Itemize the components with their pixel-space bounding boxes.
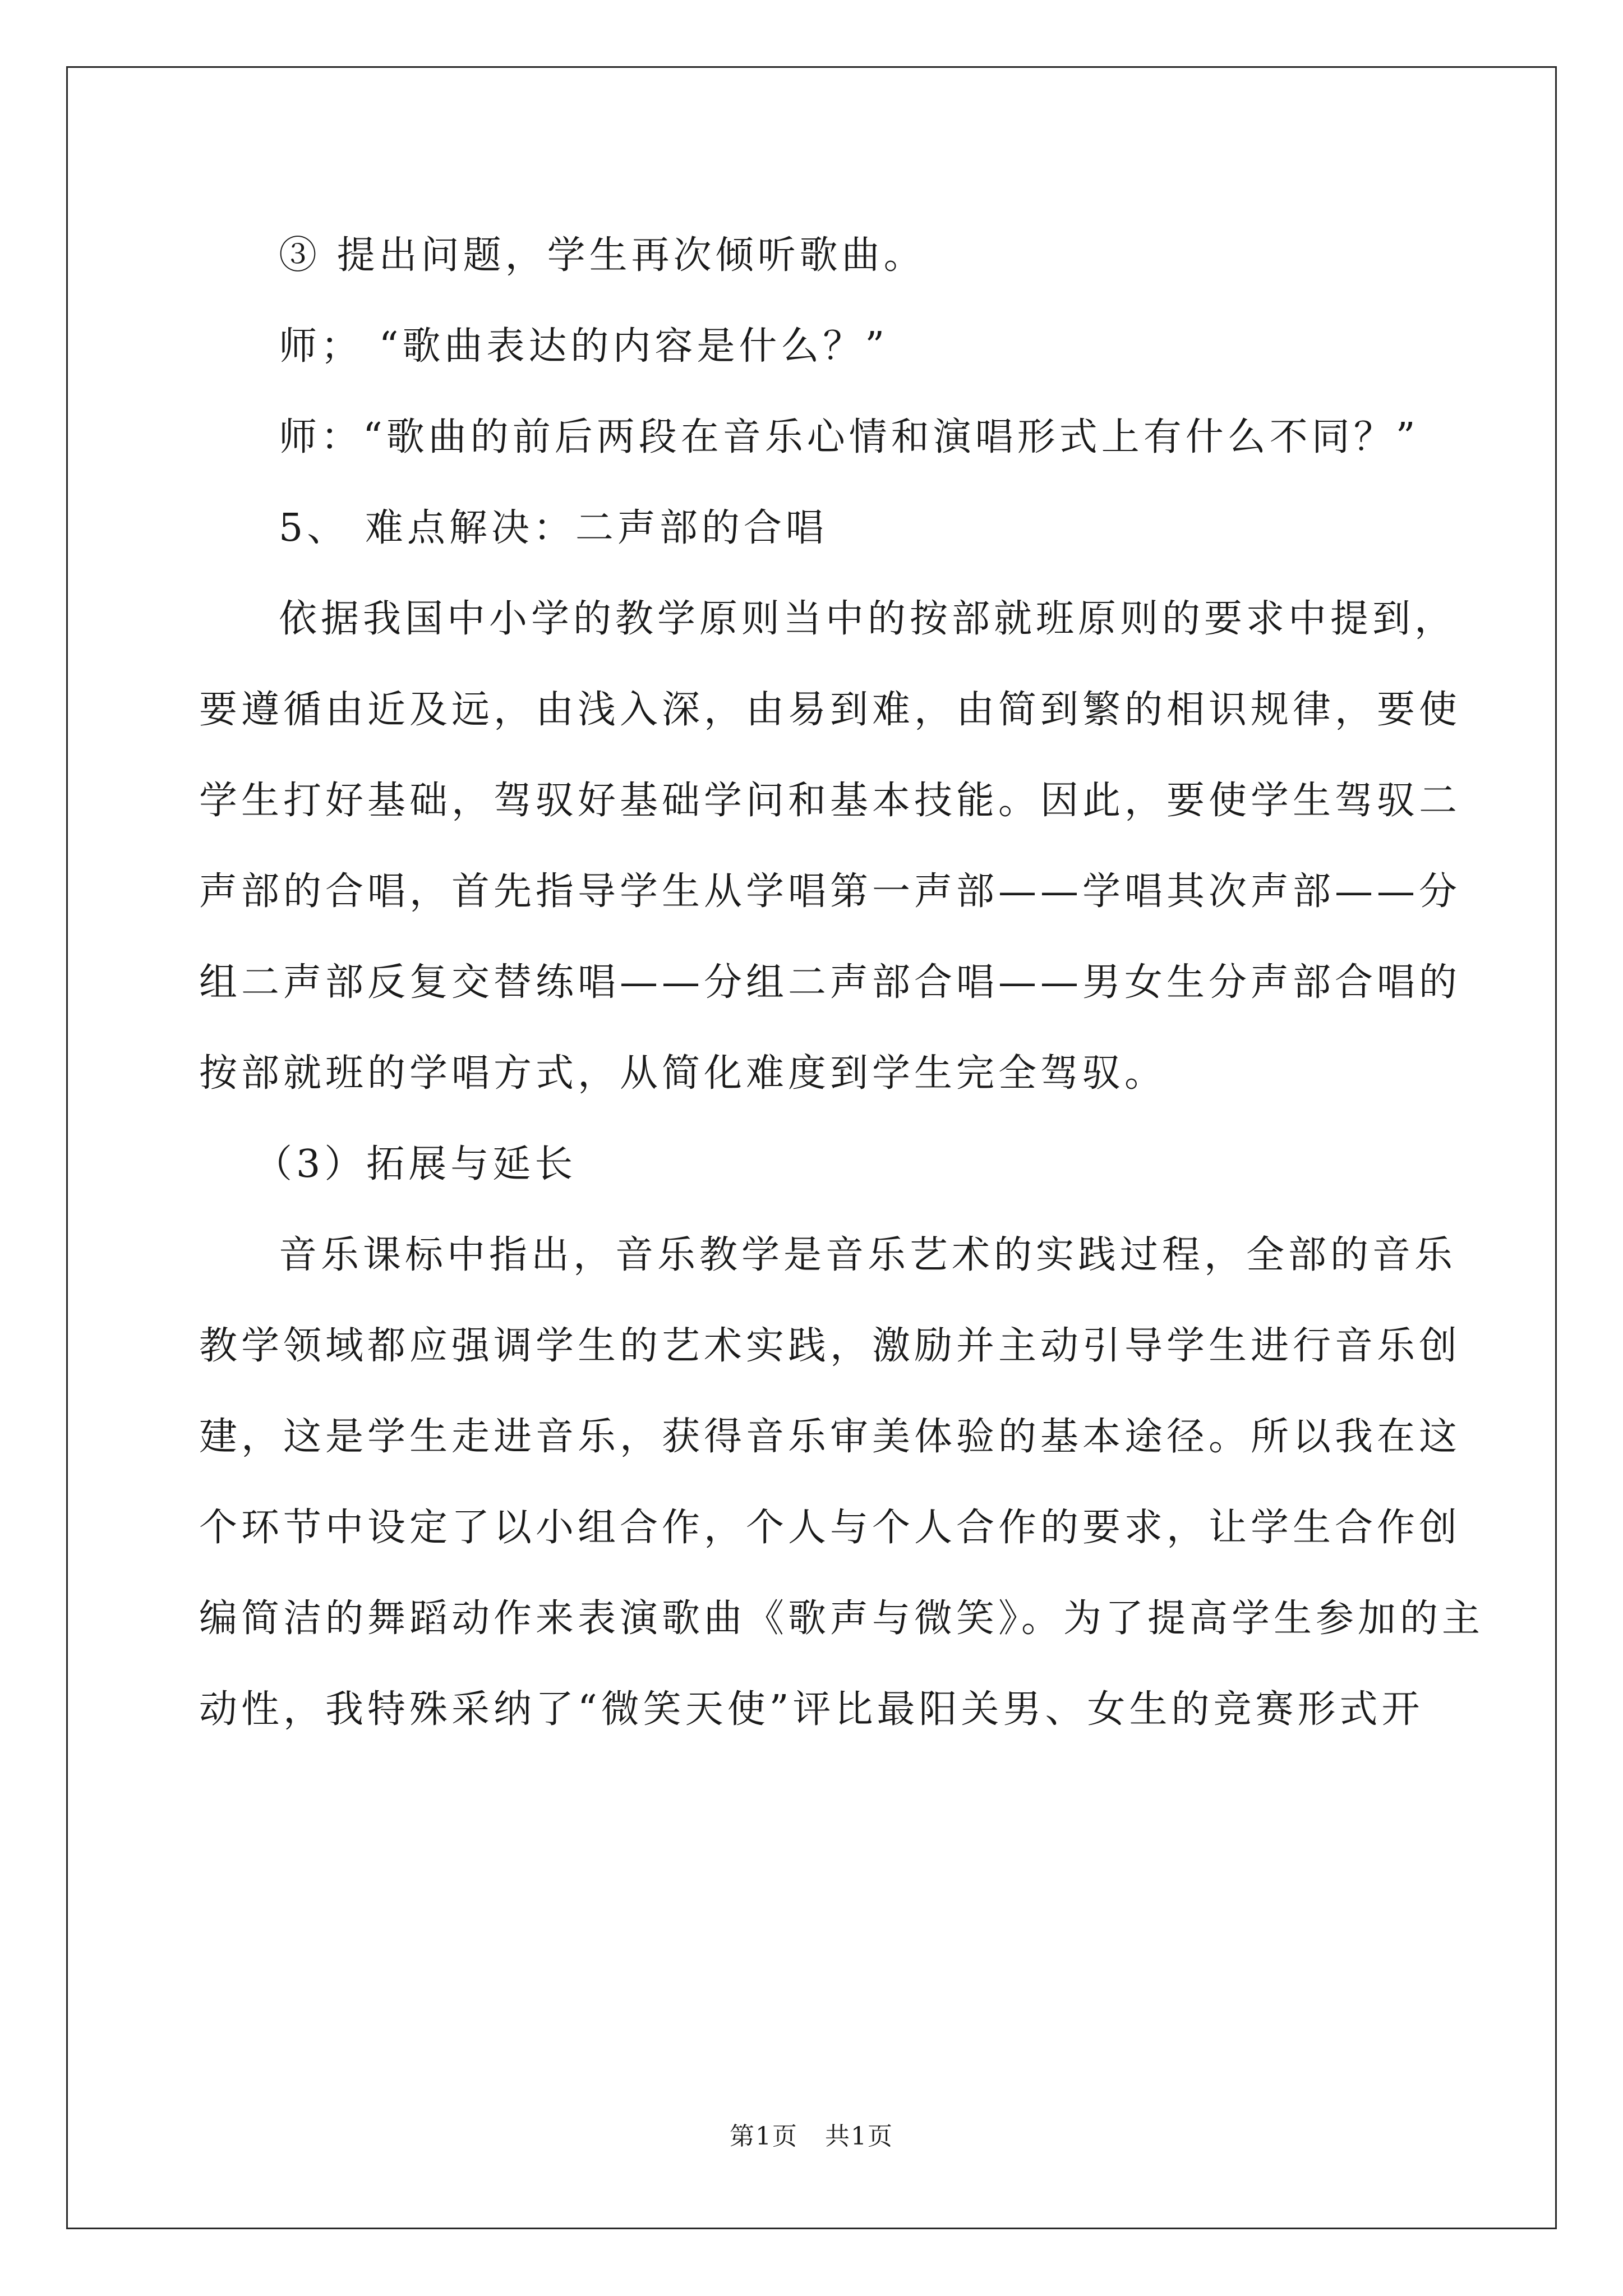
text-line: 建，这是学生走进音乐，获得音乐审美体验的基本途径。所以我在这	[199, 1415, 1461, 1459]
text-line: 组二声部反复交替练唱——分组二声部合唱——男女生分声部合唱的	[199, 960, 1461, 1005]
page-total: 共1页	[825, 2122, 893, 2151]
text-line: 个环节中设定了以小组合作，个人与个人合作的要求，让学生合作创	[199, 1506, 1461, 1550]
text-line: 师； “歌曲表达的内容是什么？”	[279, 324, 889, 369]
document-body	[199, 210, 1484, 1755]
text-line: 编简洁的舞蹈动作来表演歌曲《歌声与微笑》。为了提高学生参加的主	[199, 1596, 1484, 1641]
text-line: 按部就班的学唱方式，从简化难度到学生完全驾驭。	[199, 1051, 1167, 1096]
page-number: 第1页	[730, 2122, 798, 2151]
page-footer	[0, 2116, 1623, 2152]
text-line: 音乐课标中指出，音乐教学是音乐艺术的实践过程，全部的音乐	[279, 1233, 1457, 1277]
text-line: 动性，我特殊采纳了“微笑天使”评比最阳关男、女生的竞赛形式开	[199, 1687, 1424, 1732]
text-line: 学生打好基础，驾驭好基础学问和基本技能。因此，要使学生驾驭二	[199, 779, 1461, 823]
text-line: 依据我国中小学的教学原则当中的按部就班原则的要求中提到，	[279, 597, 1457, 641]
section-heading: 5、 难点解决：二声部的合唱	[279, 506, 828, 550]
text-line: 教学领域都应强调学生的艺术实践，激励并主动引导学生进行音乐创	[199, 1324, 1461, 1368]
text-line: ③ 提出问题，学生再次倾听歌曲。	[279, 233, 926, 278]
text-line: 声部的合唱，首先指导学生从学唱第一声部——学唱其次声部——分	[199, 869, 1461, 914]
section-heading: （3）拓展与延长	[254, 1142, 577, 1186]
text-line: 要遵循由近及远，由浅入深，由易到难，由简到繁的相识规律，要使	[199, 688, 1461, 732]
text-line: 师：“歌曲的前后两段在音乐心情和演唱形式上有什么不同？”	[279, 415, 1419, 459]
